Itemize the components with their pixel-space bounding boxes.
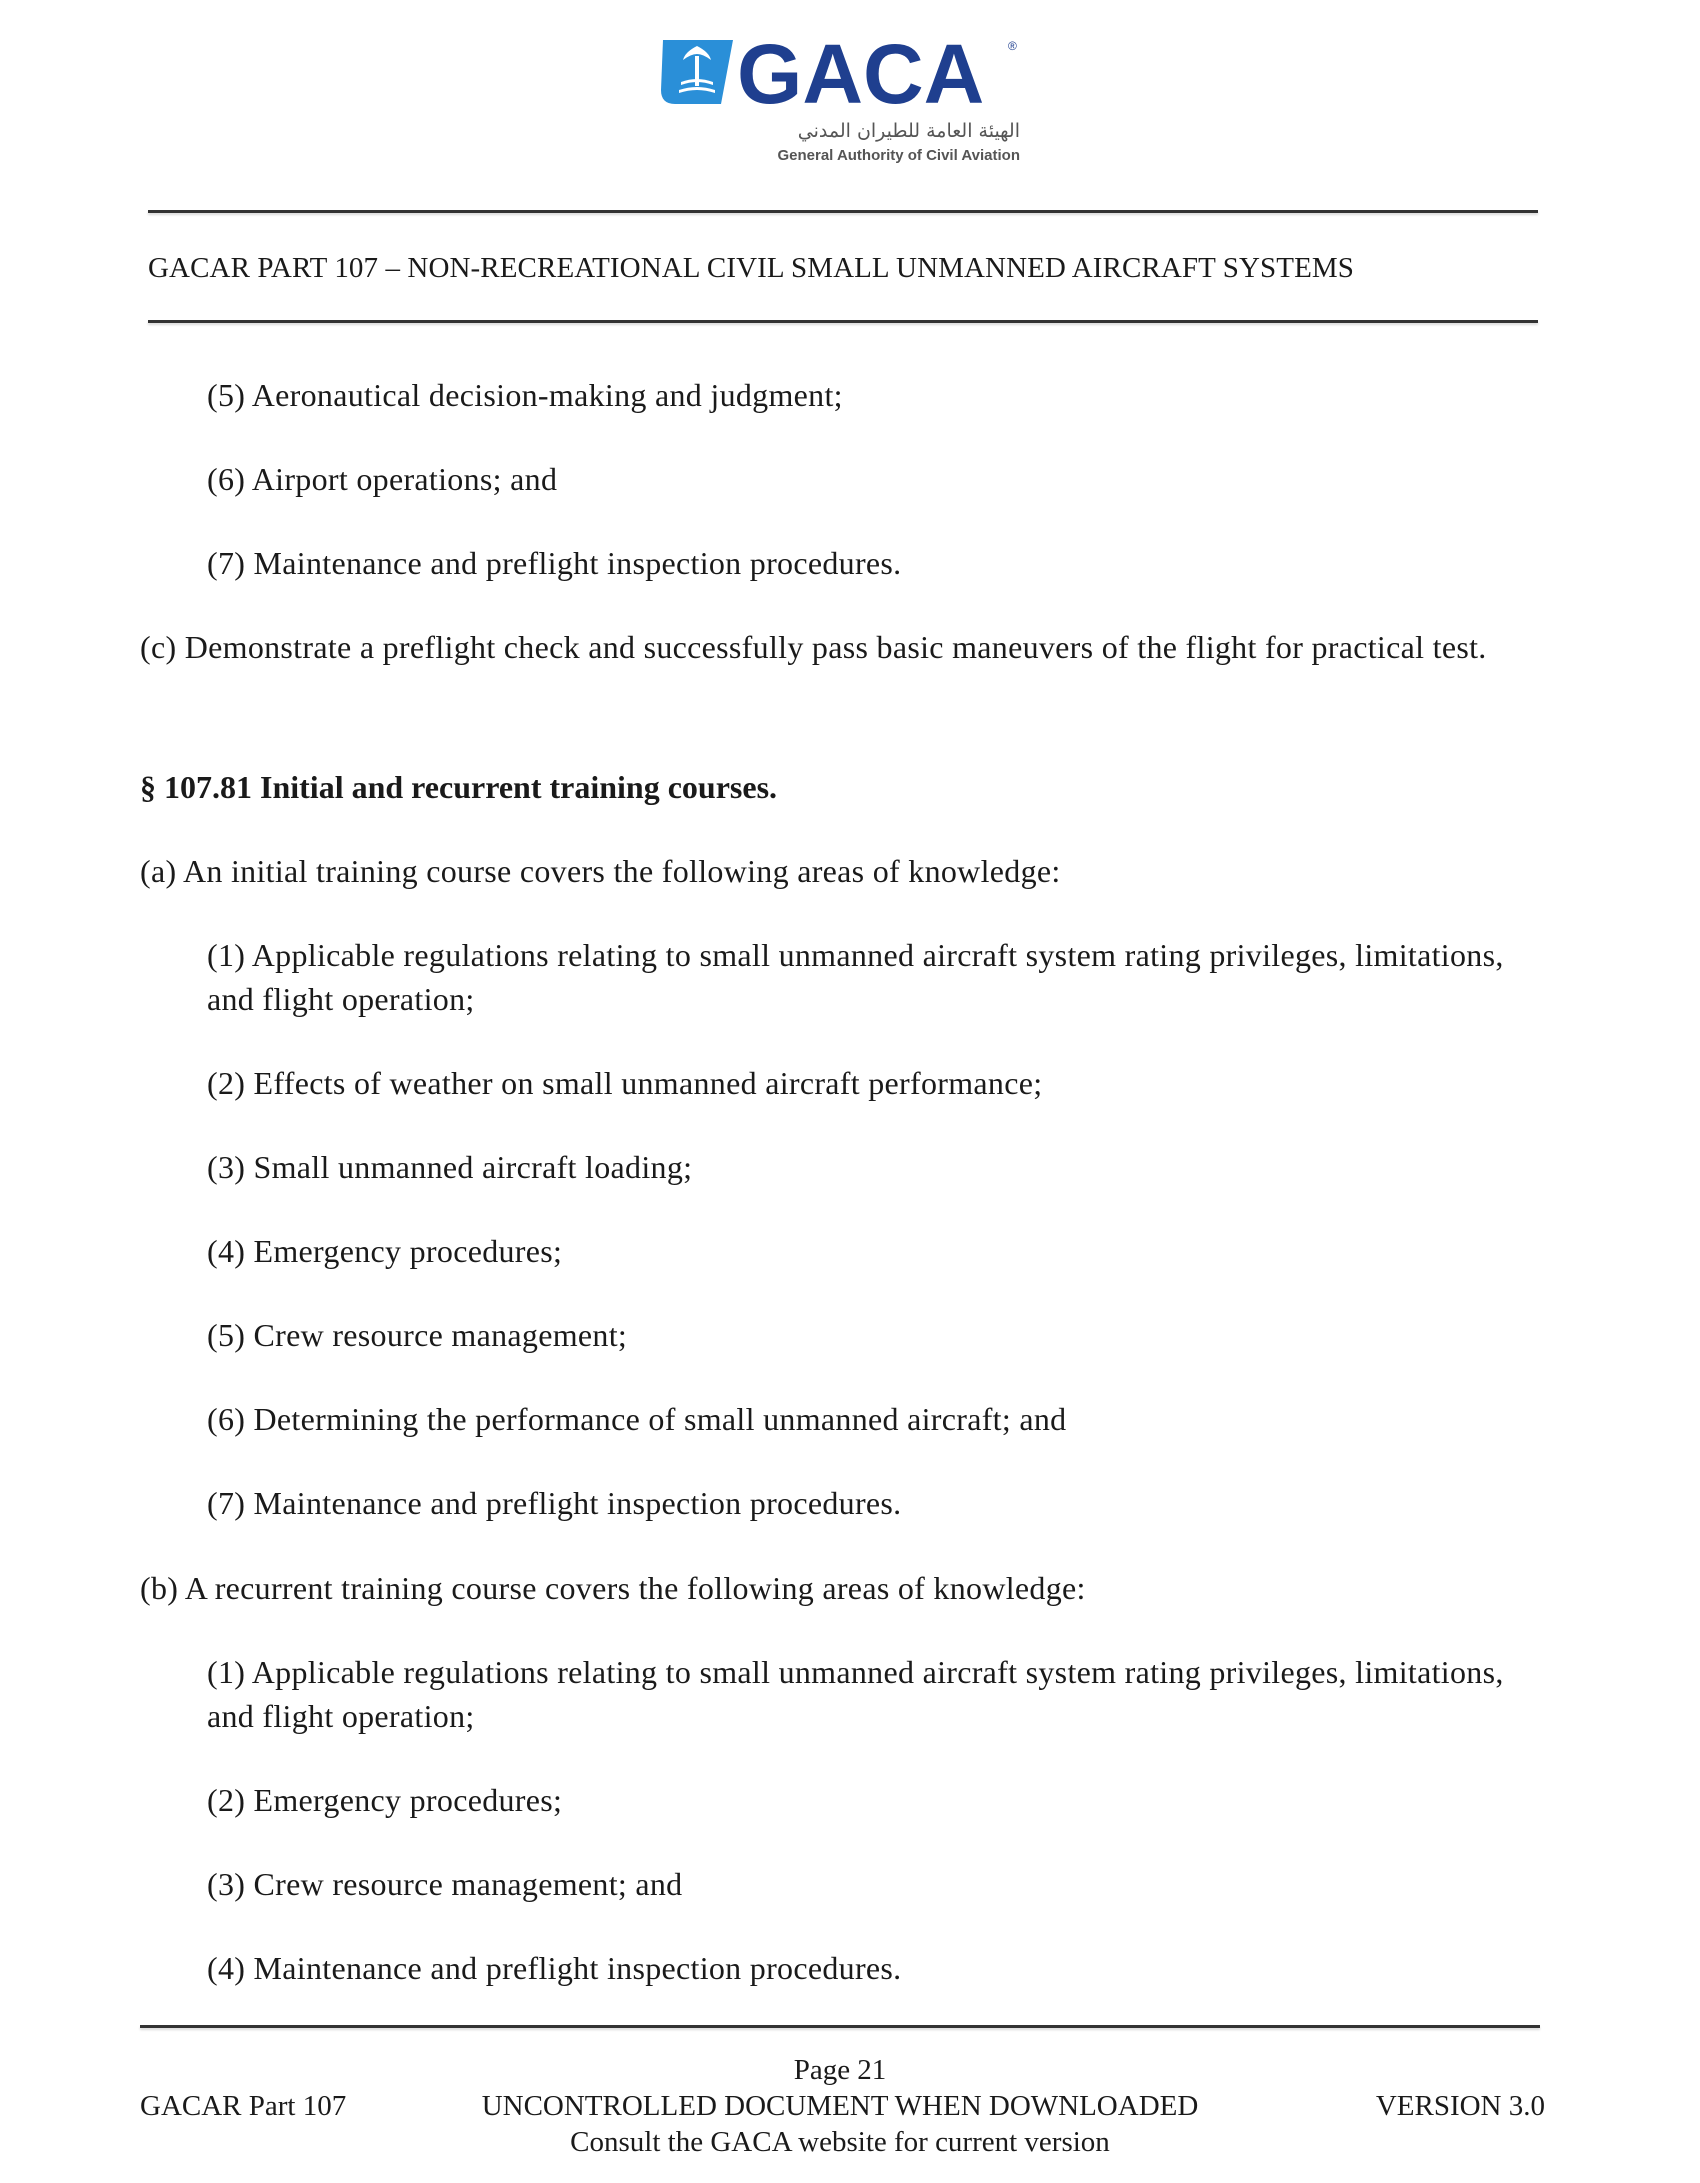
list-item: (5) Crew resource management; xyxy=(207,1317,628,1353)
page-number: Page 21 xyxy=(793,2054,887,2086)
header-bottom-rule xyxy=(148,320,1538,323)
paragraph-b: (b) A recurrent training course covers the following areas of knowledge: xyxy=(140,1570,1086,1606)
list-item: (6) Determining the performance of small unmanned aircraft; and xyxy=(207,1401,1067,1437)
paragraph-a: (a) An initial training course covers the following areas of knowledge: xyxy=(140,853,1061,889)
logo-english-name: General Authority of Civil Aviation xyxy=(777,147,1020,164)
footer-note: Consult the GACA website for current version xyxy=(570,2126,1110,2158)
gaca-logo xyxy=(655,30,1035,170)
footer-left: GACAR Part 107 xyxy=(140,2090,347,2122)
list-item: (7) Maintenance and preflight inspection procedures. xyxy=(207,545,902,581)
footer-rule xyxy=(140,2025,1540,2028)
list-item: (5) Aeronautical decision-making and judgment; xyxy=(207,377,843,413)
footer-right: VERSION 3.0 xyxy=(1375,2090,1545,2122)
list-item: (1) Applicable regulations relating to small unmanned aircraft system rating privileges, limitations, and flight operation; xyxy=(207,1654,1504,1734)
running-header-title: GACAR PART 107 – NON-RECREATIONAL CIVIL SMALL UNMANNED AIRCRAFT SYSTEMS xyxy=(148,252,1355,284)
logo-wordmark: GACA xyxy=(737,30,985,121)
list-item: (2) Emergency procedures; xyxy=(207,1782,563,1818)
list-item: (4) Emergency procedures; xyxy=(207,1233,563,1269)
list-item: (3) Small unmanned aircraft loading; xyxy=(207,1149,693,1185)
section-heading: § 107.81 Initial and recurrent training courses. xyxy=(140,769,778,805)
logo-arabic-name: الهيئة العامة للطيران المدني xyxy=(797,120,1020,142)
list-item: (6) Airport operations; and xyxy=(207,461,558,497)
list-item: (3) Crew resource management; and xyxy=(207,1866,683,1902)
list-item: (1) Applicable regulations relating to small unmanned aircraft system rating privileges, limitations, and flight operation; xyxy=(207,937,1504,1017)
footer-center: UNCONTROLLED DOCUMENT WHEN DOWNLOADED xyxy=(481,2090,1199,2122)
paragraph-c: (c) Demonstrate a preflight check and successfully pass basic maneuvers of the flight for practical test. xyxy=(140,629,1487,665)
registered-mark: ® xyxy=(1008,39,1017,53)
header-top-rule xyxy=(148,210,1538,213)
list-item: (2) Effects of weather on small unmanned aircraft performance; xyxy=(207,1065,1043,1101)
list-item: (7) Maintenance and preflight inspection procedures. xyxy=(207,1485,902,1521)
list-item: (4) Maintenance and preflight inspection procedures. xyxy=(207,1950,902,1986)
